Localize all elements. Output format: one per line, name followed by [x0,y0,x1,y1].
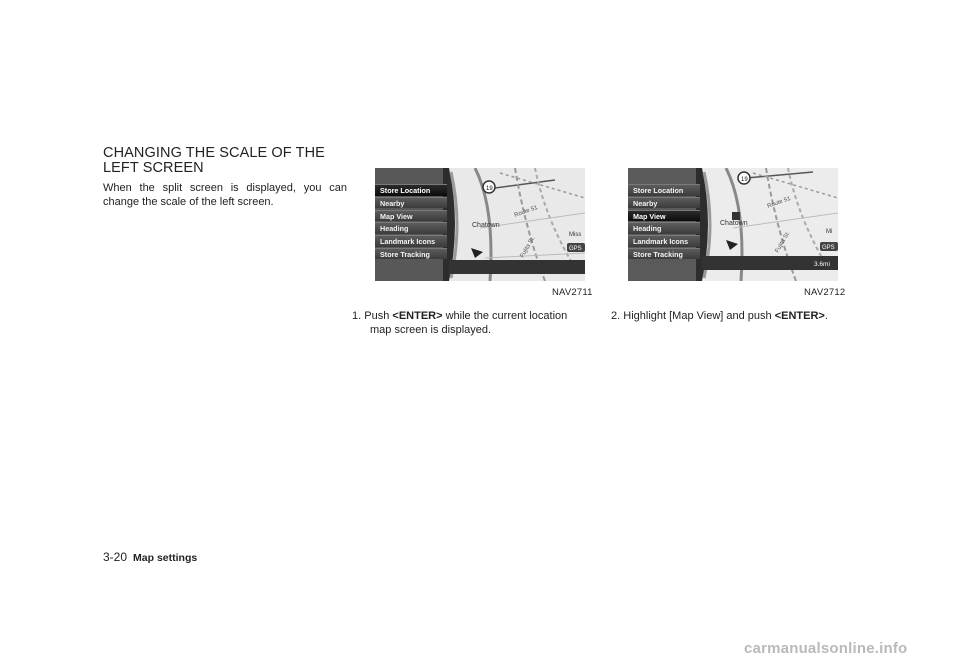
nav-screen-figure-1 [375,168,585,281]
map-road2-label: Fujita St. [774,230,792,254]
menu-item-nearby[interactable]: Nearby [628,197,700,209]
menu-item-heading[interactable]: Heading [375,222,447,234]
intro-paragraph: When the split screen is displayed, you can change the scale of the left screen. [103,182,347,208]
map-town-label: Chatown [472,222,500,229]
map-scale-label: 3.6mi [814,261,830,268]
section-heading: CHANGING THE SCALE OF THE LEFT SCREEN [103,145,325,176]
gps-indicator: GPS [822,245,835,251]
map-road-label: Route 51 [513,204,539,219]
route-shield-label: 19 [741,177,748,183]
page-number: 3-20 [103,550,128,564]
step-text-pre: Push [364,310,393,322]
page-footer [103,550,197,564]
menu-item-landmark-icons[interactable]: Landmark Icons [628,235,700,247]
menu-item-map-view[interactable]: Map View [628,210,700,222]
map-town-label: Chatown [720,220,748,227]
menu-item-landmark-icons[interactable]: Landmark Icons [375,235,447,247]
step-text-pre: Highlight [Map View] and push [623,310,775,322]
step-text-post: . [824,310,828,322]
menu-item-store-tracking[interactable]: Store Tracking [375,248,447,260]
map-road2-label: Fujita St. [519,235,537,259]
map-road-label: Route 51 [766,195,792,210]
step-text-post: while the current location [442,310,568,322]
section-name: Map settings [133,552,198,564]
map-miss-label: Miss [569,232,582,238]
menu-item-store-location[interactable]: Store Location [375,184,447,196]
figure-caption-2: NAV2712 [804,287,846,298]
figure-caption-1: NAV2711 [552,287,593,298]
nav-menu [628,184,700,261]
menu-item-nearby[interactable]: Nearby [375,197,447,209]
step-1 [352,309,584,337]
watermark: carmanualsonline.info [744,640,908,657]
menu-item-heading[interactable]: Heading [628,222,700,234]
route-shield-label: 19 [486,186,493,192]
menu-item-store-tracking[interactable]: Store Tracking [628,248,700,260]
step-2 [611,309,871,323]
menu-item-map-view[interactable]: Map View [375,210,447,222]
nav-menu [375,184,447,261]
step-number: 1. [352,310,362,322]
menu-item-store-location[interactable]: Store Location [628,184,700,196]
step-text-continued: map screen is displayed. [370,324,492,336]
step-number: 2. [611,310,621,322]
nav-screen-figure-2 [628,168,838,281]
enter-key-label: <ENTER> [392,310,443,322]
map-miss-label: Mi [826,229,833,235]
gps-indicator: GPS [569,246,582,252]
enter-key-label: <ENTER> [774,310,825,322]
